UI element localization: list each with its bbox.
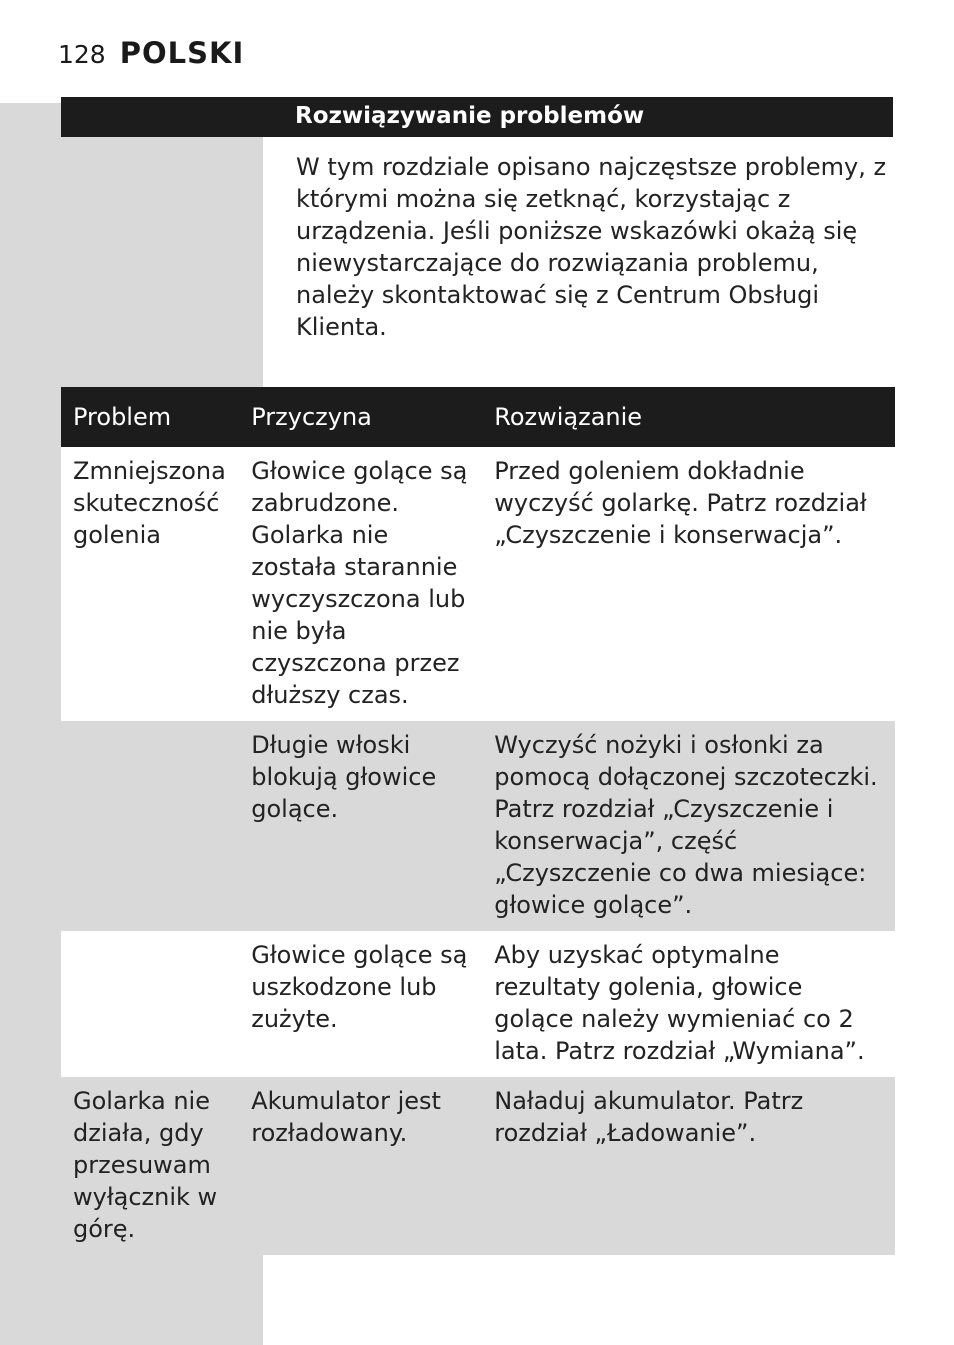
cell-cause: Głowice golące są zabrudzone. Golarka nie została starannie wyczyszczona lub nie była czyszczona przez dłuższy czas. — [239, 447, 482, 721]
troubleshooting-table — [61, 387, 895, 1255]
cell-problem — [61, 931, 239, 1077]
header-solution: Rozwiązanie — [482, 387, 895, 447]
cell-cause: Długie włoski blokują głowice golące. — [239, 721, 482, 931]
cell-cause: Akumulator jest rozładowany. — [239, 1077, 482, 1255]
cell-problem: Golarka nie działa, gdy przesuwam wyłącznik w górę. — [61, 1077, 239, 1255]
table-header-row — [61, 387, 895, 447]
cell-solution: Przed goleniem dokładnie wyczyść golarkę. Patrz rozdział „Czyszczenie i konserwacja”. — [482, 447, 895, 721]
intro-paragraph: W tym rozdziale opisano najczęstsze problemy, z którymi można się zetknąć, korzystając z urządzenia. Jeśli poniższe wskazówki okażą się niewystarczające do rozwiązania problemu, należy skontaktować się z Centrum Obsługi Klienta. — [296, 153, 887, 341]
page-header — [58, 36, 244, 76]
section-heading-bar — [61, 97, 893, 137]
cell-solution: Wyczyść nożyki i osłonki za pomocą dołączonej szczoteczki. Patrz rozdział „Czyszczenie i konserwacja”, część „Czyszczenie co dwa miesiące: głowice golące”. — [482, 721, 895, 931]
table-row — [61, 721, 895, 931]
table-row — [61, 931, 895, 1077]
header-problem: Problem — [61, 387, 239, 447]
cell-solution: Naładuj akumulator. Patrz rozdział „Ładowanie”. — [482, 1077, 895, 1255]
cell-solution: Aby uzyskać optymalne rezultaty golenia, głowice golące należy wymieniać co 2 lata. Patrz rozdział „Wymiana”. — [482, 931, 895, 1077]
cell-problem: Zmniejszona skuteczność golenia — [61, 447, 239, 721]
cell-cause: Głowice golące są uszkodzone lub zużyte. — [239, 931, 482, 1077]
intro-panel — [263, 137, 895, 387]
page-language-title: POLSKI — [119, 36, 245, 70]
table-row — [61, 447, 895, 721]
header-cause: Przyczyna — [239, 387, 482, 447]
table-row — [61, 1077, 895, 1255]
cell-problem — [61, 721, 239, 931]
page-number: 128 — [58, 40, 106, 69]
section-title: Rozwiązywanie problemów — [295, 103, 645, 129]
